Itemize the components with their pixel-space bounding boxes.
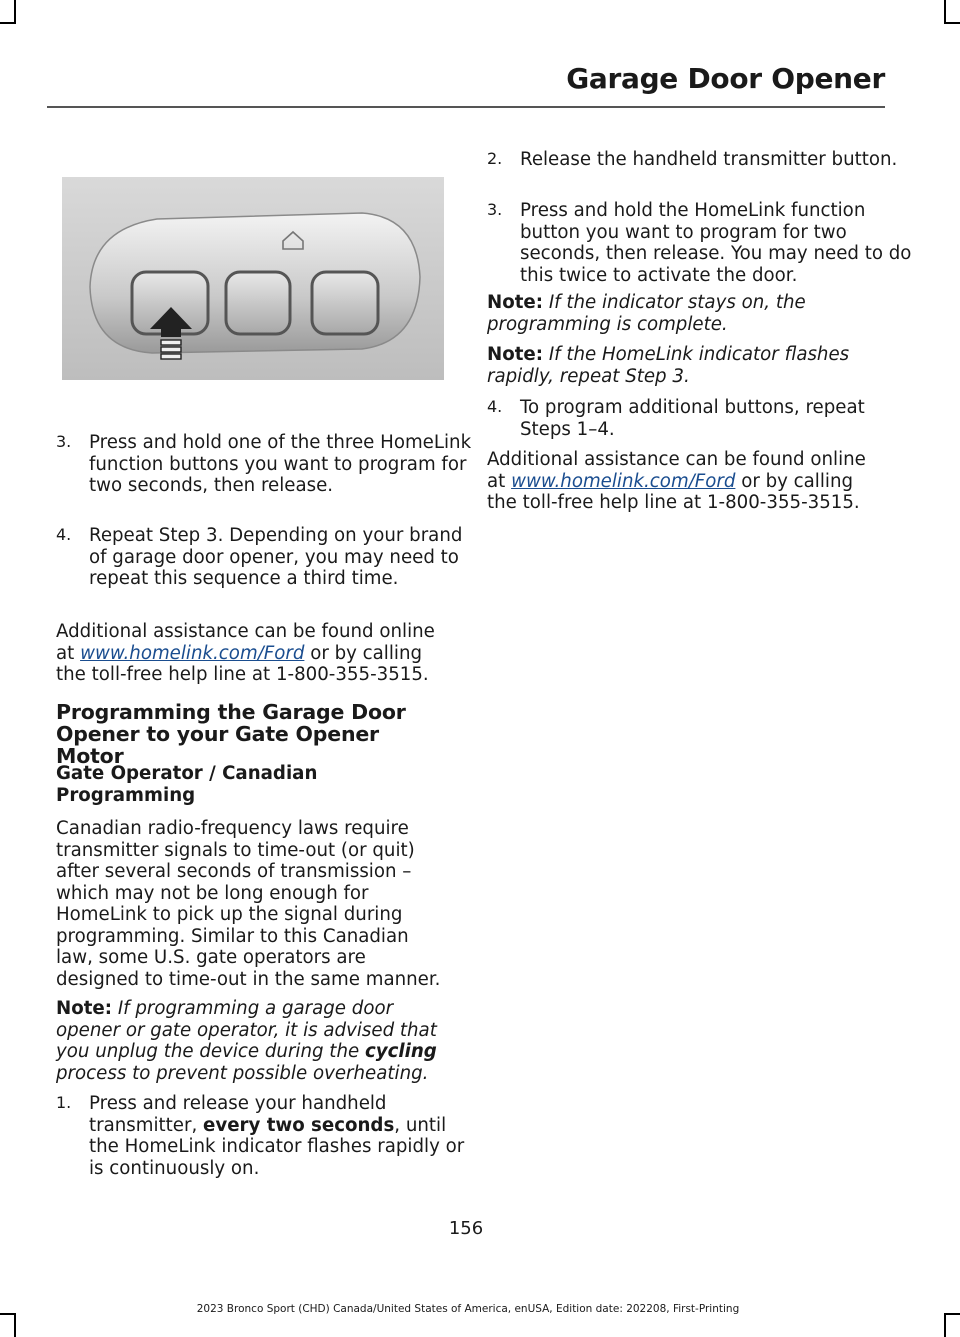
homelink-link[interactable]: www.homelink.com/Ford — [80, 642, 305, 664]
step-text: Press and release your handheld transmitter, every two seconds, until the HomeLink indicator flashes rapidly or is continuously on. — [89, 1093, 465, 1179]
footer-text: 2023 Bronco Sport (CHD) Canada/United States of America, enUSA, Edition date: 202208, First-Printing — [196, 1303, 740, 1315]
title-divider — [47, 106, 885, 108]
step-text: Release the handheld transmitter button. — [520, 149, 898, 170]
crop-mark — [944, 0, 946, 24]
page-title: Garage Door Opener — [566, 62, 885, 95]
crop-mark — [944, 1313, 960, 1315]
page-number: 156 — [448, 1218, 484, 1239]
list-item: 4. To program additional buttons, repeat Steps 1–4. — [487, 397, 915, 440]
section-heading: Programming the Garage Door Opener to your Gate Opener Motor — [56, 700, 406, 768]
assistance-paragraph: Additional assistance can be found online at www.homelink.com/Ford or by calling the toll-free help line at 1-800-355-3515. — [487, 449, 866, 513]
list-item: 3. Press and hold the HomeLink function button you want to program for two seconds, then release. You may need to do this twice to activate the door. — [487, 200, 915, 286]
subsection-heading: Gate Operator / Canadian Programming — [56, 763, 318, 806]
crop-mark — [0, 22, 16, 24]
step-text: Repeat Step 3. Depending on your brand of garage door opener, you may need to repeat this sequence a third time. — [89, 525, 463, 589]
note: Note: If the indicator stays on, the programming is complete. — [487, 292, 806, 335]
step-text: Press and hold the HomeLink function button you want to program for two seconds, then release. You may need to do this twice to activate the door. — [520, 200, 912, 286]
list-item: 2. Release the handheld transmitter button. — [487, 149, 915, 171]
list-item: 1. Press and release your handheld transmitter, every two seconds, until the HomeLink indicator flashes rapidly or is continuously on. — [56, 1093, 481, 1179]
crop-mark — [14, 1313, 16, 1337]
note: Note: If the HomeLink indicator flashes rapidly, repeat Step 3. — [487, 344, 850, 387]
list-item: 3. Press and hold one of the three HomeLink function buttons you want to program for two seconds, then release. — [56, 432, 481, 497]
crop-mark — [944, 1313, 946, 1337]
homelink-link[interactable]: www.homelink.com/Ford — [511, 470, 736, 492]
body-paragraph: Canadian radio-frequency laws require transmitter signals to time-out (or quit) after several seconds of transmission – which may not be long enough for HomeLink to pick up the signal during programming. Similar to this Canadian law, some U.S. gate operators are designed to time-out in the same manner. — [56, 818, 441, 990]
step-text: Press and hold one of the three HomeLink function buttons you want to program for two seconds, then release. — [89, 432, 472, 496]
step-text: To program additional buttons, repeat Steps 1–4. — [520, 397, 865, 440]
crop-mark — [14, 0, 16, 24]
assistance-paragraph: Additional assistance can be found online at www.homelink.com/Ford or by calling the toll-free help line at 1-800-355-3515. — [56, 621, 435, 685]
list-item: 4. Repeat Step 3. Depending on your brand of garage door opener, you may need to repeat this sequence a third time. — [56, 525, 481, 590]
crop-mark — [944, 22, 960, 24]
homelink-buttons-illustration-icon — [62, 177, 444, 380]
note: Note: If programming a garage door opener or gate operator, it is advised that you unplug the device during the cycling process to prevent possible overheating. — [56, 998, 437, 1084]
